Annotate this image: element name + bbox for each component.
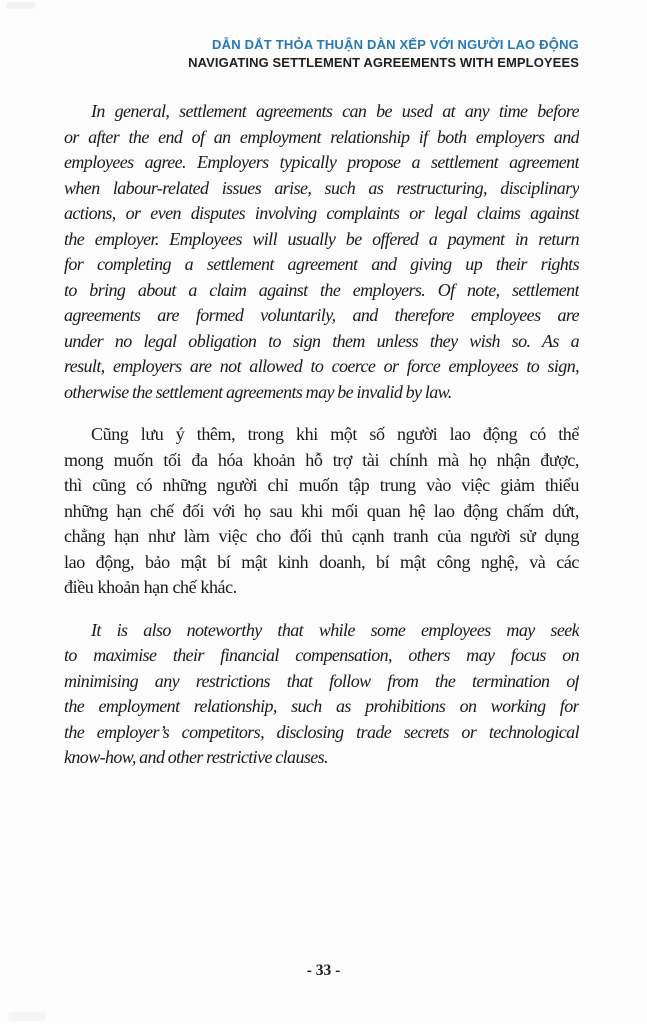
text-line: mong muốn tối đa hóa khoản hỗ trợ tài chính mà họ nhận được, — [64, 449, 579, 470]
header-title-vietnamese: DẪN DẮT THỎA THUẬN DÀN XẾP VỚI NGƯỜI LAO ĐỘNG — [212, 37, 579, 52]
text-line: the employer. Employees will usually be offered a payment in return — [64, 228, 579, 249]
paragraph — [64, 99, 579, 405]
text-line: to bring about a claim against the employers. Of note, settlement — [64, 279, 579, 300]
paragraph — [64, 618, 579, 771]
text-line: when labour-related issues arise, such as restructuring, disciplinary — [64, 177, 579, 198]
text-line: lao động, bảo mật bí mật kinh doanh, bí mật công nghệ, và các — [64, 551, 579, 572]
text-line: or after the end of an employment relationship if both employers and — [64, 126, 579, 147]
text-line: In general, settlement agreements can be used at any time before — [91, 101, 579, 121]
text-line: under no legal obligation to sign them unless they wish so. As a — [64, 330, 579, 351]
text-line: những hạn chế đối với họ sau khi mối quan hệ lao động chấm dứt, — [64, 500, 579, 521]
page-header — [64, 36, 579, 72]
text-line: thì cũng có những người chỉ muốn tập trung vào việc giảm thiểu — [64, 475, 579, 495]
text-line: otherwise the settlement agreements may be invalid by law. — [64, 381, 452, 402]
text-line: minimising any restrictions that follow from the termination of — [64, 670, 579, 691]
scan-artifact — [8, 1012, 46, 1021]
page-body — [64, 99, 579, 771]
text-line: agreements are formed voluntarily, and therefore employees are — [64, 305, 579, 325]
text-line: know-how, and other restrictive clauses. — [64, 747, 328, 767]
page-number: - 33 - — [306, 962, 341, 979]
header-title-english: NAVIGATING SETTLEMENT AGREEMENTS WITH EMPLOYEES — [188, 55, 579, 70]
text-line: điều khoản hạn chế khác. — [64, 577, 237, 597]
paragraph — [64, 422, 579, 601]
text-line: It is also noteworthy that while some employees may seek — [91, 619, 579, 640]
text-line: actions, or even disputes involving complaints or legal claims against — [64, 203, 579, 223]
text-line: chẳng hạn như làm việc cho đối thủ cạnh tranh của người sử dụng — [64, 526, 579, 546]
text-line: Cũng lưu ý thêm, trong khi một số người lao động có thể — [91, 424, 579, 444]
text-line: for completing a settlement agreement and giving up their rights — [64, 254, 579, 274]
text-line: the employer’s competitors, disclosing trade secrets or technological — [64, 721, 579, 742]
text-line: to maximise their financial compensation, others may focus on — [64, 645, 579, 665]
text-line: employees agree. Employers typically propose a settlement agreement — [64, 152, 579, 172]
text-line: result, employers are not allowed to coerce or force employees to sign, — [64, 356, 579, 376]
scan-artifact — [6, 2, 36, 9]
page-footer — [0, 962, 647, 980]
text-line: the employment relationship, such as prohibitions on working for — [64, 696, 579, 716]
